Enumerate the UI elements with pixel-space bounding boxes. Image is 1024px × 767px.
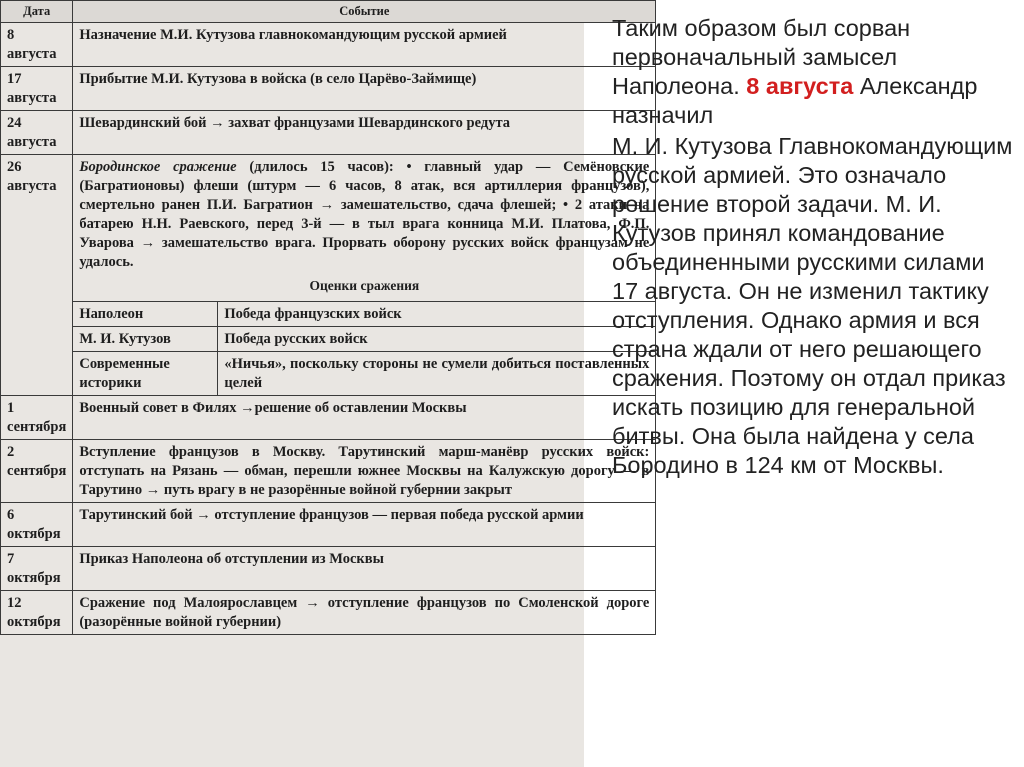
assessment-row xyxy=(73,352,655,396)
row-event: Приказ Наполеона об отступлении из Москвы xyxy=(73,547,656,591)
assessment-row xyxy=(73,327,655,352)
event-column-header: Событие xyxy=(73,1,656,23)
borodino-details: (длилось 15 часов): • главный удар — Семёновские (Багратионовы) флеши (штурм — 6 часов, 8 атак, вся артиллерия французов), смертельно ранен П.И. Багратион → замешательство, сдача флешей; • 2 атаки на батарею Н.Н. Раевского, перед 3-й — в тыл врага конница М.И. Платова, Ф.П. Уварова → замешательство врага. Прорвать оборону русских войск французам не удалось. xyxy=(79,159,650,270)
assessment-title: Оценки сражения xyxy=(309,278,420,293)
row-event: Военный совет в Филях →решение об оставлении Москвы xyxy=(73,396,656,440)
paragraph-1 xyxy=(612,14,1017,130)
row-date: 24 августа xyxy=(1,111,73,155)
borodino-description xyxy=(73,158,655,272)
row-date: 1 сентября xyxy=(1,396,73,440)
assessment-row xyxy=(73,302,655,327)
slide-text xyxy=(612,14,1017,482)
assessment-who: Наполеон xyxy=(73,302,218,327)
row-event: Вступление французов в Москву. Тарутинский марш-манёвр русских войск: отступать на Рязань — обман, перешли южнее Москвы на Калужскую дорогу — в Тарутино → путь врагу в не разорённые войной губернии закрыт xyxy=(73,440,656,503)
row-date: 2 сентября xyxy=(1,440,73,503)
table-row xyxy=(1,396,656,440)
row-event: Шевардинский бой → захват французами Шевардинского редута xyxy=(73,111,656,155)
row-date: 7 октября xyxy=(1,547,73,591)
assessment-who: Современные историки xyxy=(73,352,218,396)
paragraph-2: М. И. Кутузова Главнокомандующим русской армией. Это означало решение второй задачи. М. И. Кутузов принял командование объединенными русскими силами 17 августа. Он не изменил тактику отступления. Однако армия и вся страна ждали от него решающего сражения. Поэтому он отдал приказ искать позицию для генеральной битвы. Она была найдена у села Бородино в 124 км от Москвы. xyxy=(612,133,1013,478)
row-date: 26 августа xyxy=(1,155,73,396)
highlighted-date: 8 августа xyxy=(746,73,854,99)
table-row xyxy=(1,440,656,503)
borodino-cell xyxy=(73,155,656,396)
table-header-row xyxy=(1,1,656,23)
table-row xyxy=(1,67,656,111)
row-event: Тарутинский бой → отступление французов — первая победа русской армии xyxy=(73,503,656,547)
row-event: Назначение М.И. Кутузова главнокомандующим русской армией xyxy=(73,23,656,67)
assessment-verdict: Победа французских войск xyxy=(218,302,656,327)
row-date: 6 октября xyxy=(1,503,73,547)
assessment-verdict: «Ничья», поскольку стороны не сумели добиться поставленных целей xyxy=(218,352,656,396)
row-event: Сражение под Малоярославцем → отступление французов по Смоленской дороге (разорённые войной губернии) xyxy=(73,591,656,635)
table-row-borodino xyxy=(1,155,656,396)
row-date: 17 августа xyxy=(1,67,73,111)
table-row xyxy=(1,23,656,67)
assessment-table xyxy=(73,301,655,395)
table-row xyxy=(1,503,656,547)
row-date: 8 августа xyxy=(1,23,73,67)
borodino-title: Бородинское сражение xyxy=(79,159,237,175)
table-row xyxy=(1,111,656,155)
p1-lead: Таким образом был сорван первоначальный замысел Наполеона. xyxy=(612,15,911,99)
table-row xyxy=(1,591,656,635)
assessment-who: М. И. Кутузов xyxy=(73,327,218,352)
p1-tail: Александр назначил xyxy=(612,73,978,128)
date-column-header: Дата xyxy=(1,1,73,23)
table-row xyxy=(1,547,656,591)
row-event: Прибытие М.И. Кутузова в войска (в село Царёво-Займище) xyxy=(73,67,656,111)
row-date: 12 октября xyxy=(1,591,73,635)
assessment-verdict: Победа русских войск xyxy=(218,327,656,352)
